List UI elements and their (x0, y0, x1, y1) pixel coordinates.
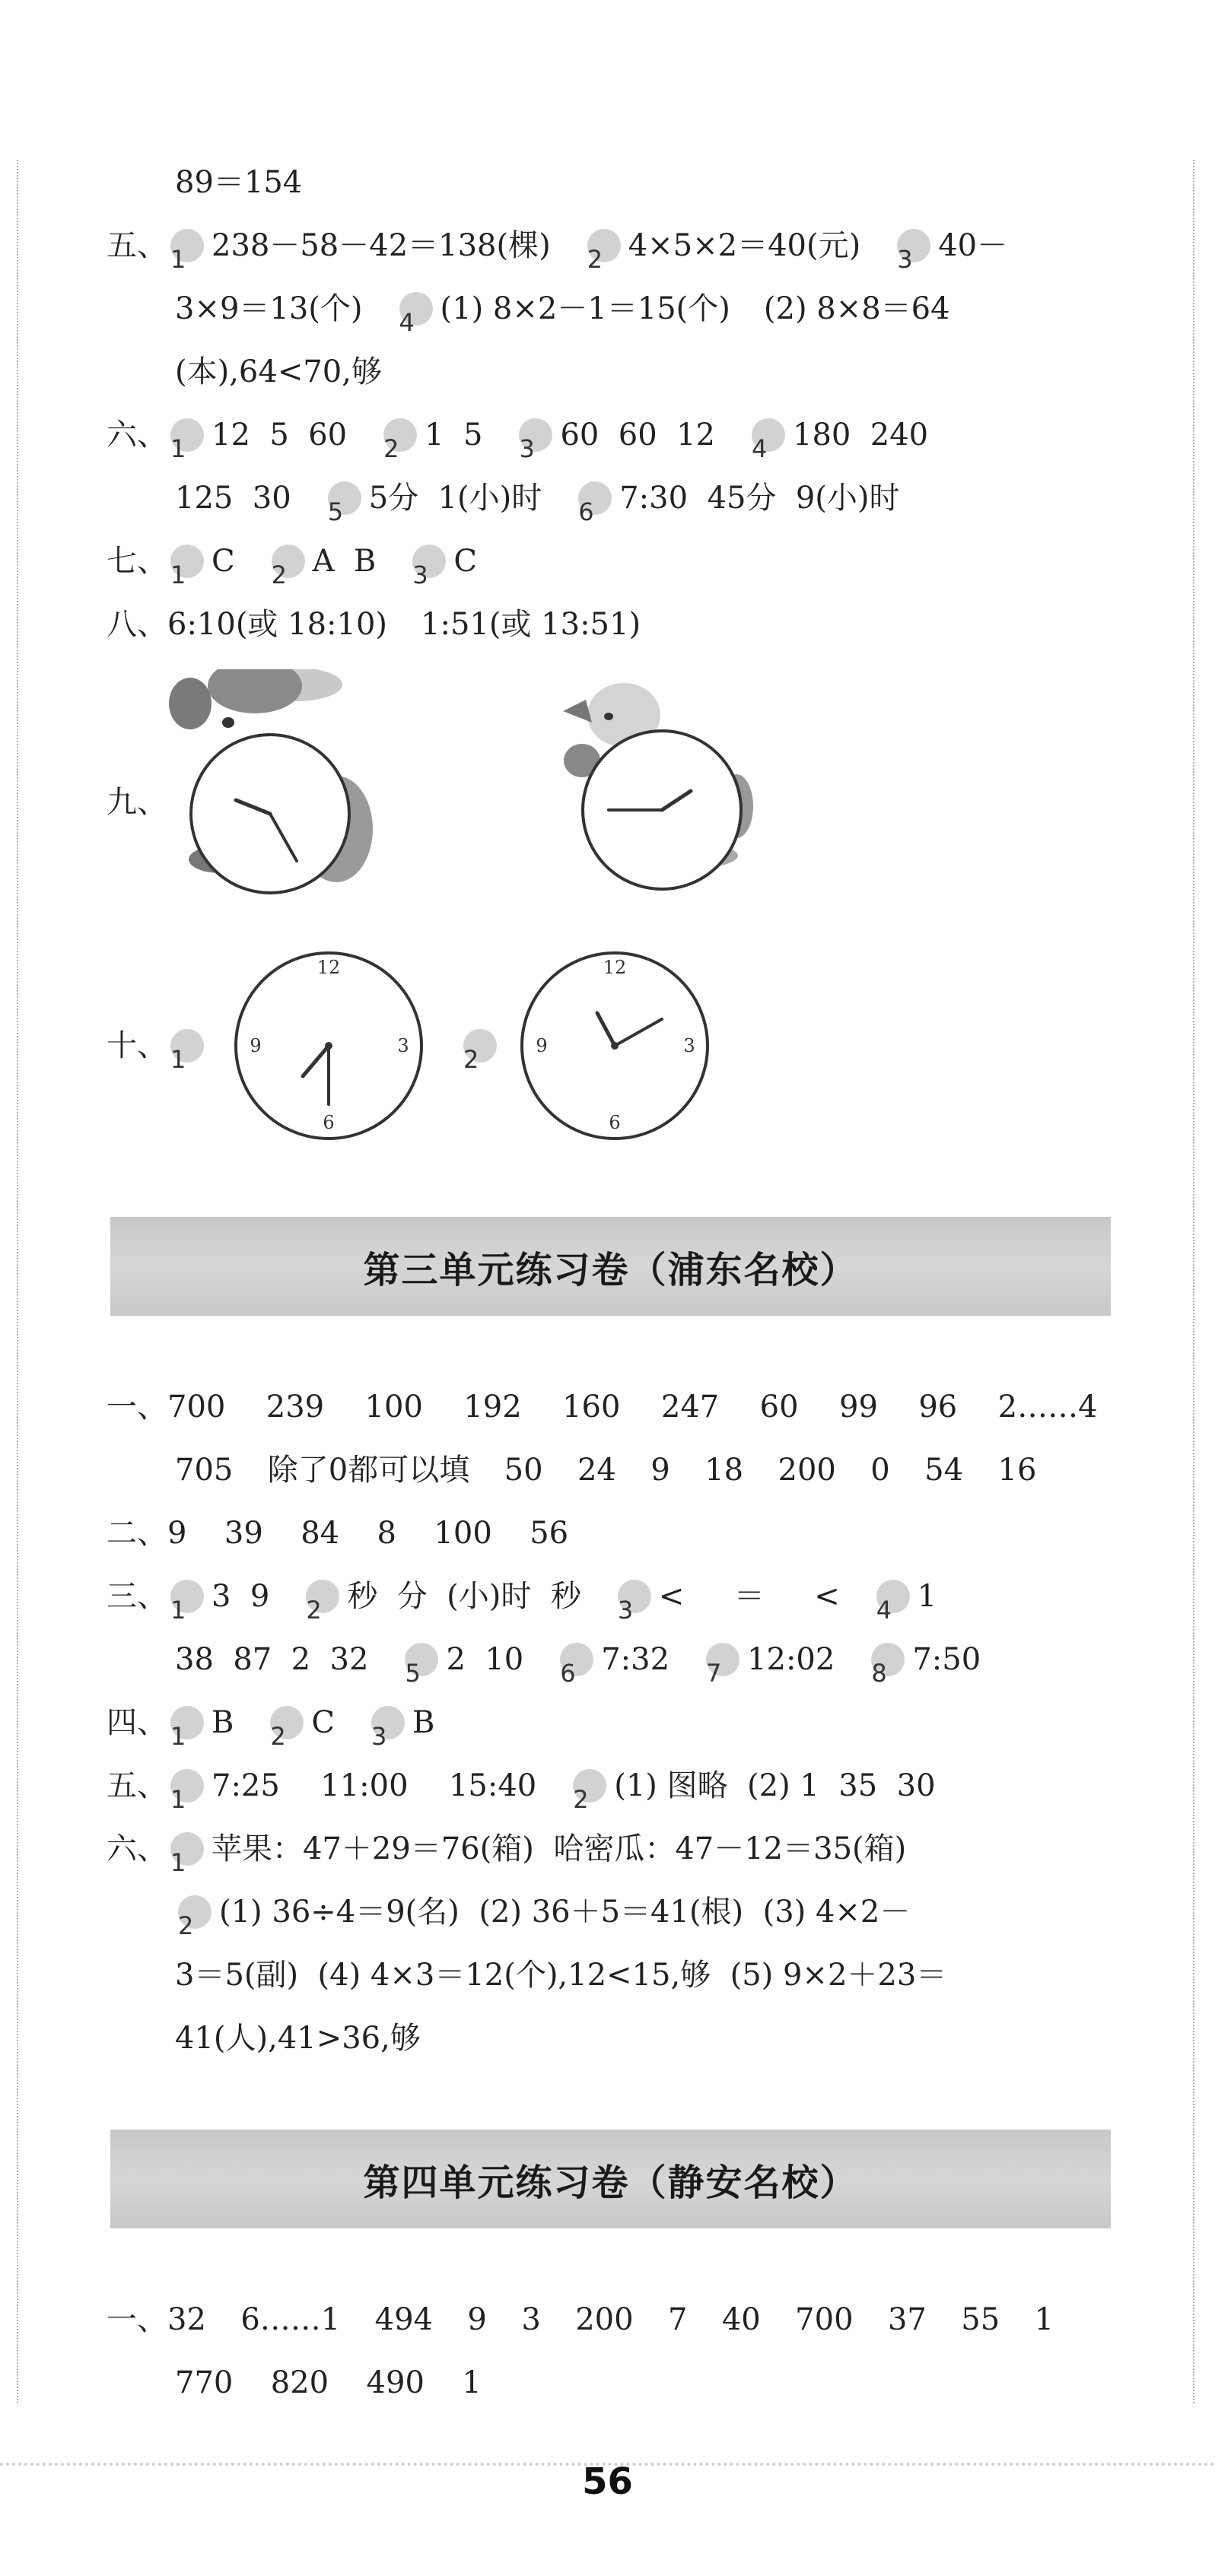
answer-line-si (107, 1692, 1111, 1753)
answer-text: 12 5 60 (212, 418, 348, 453)
item-number-badge: 1 (170, 545, 204, 578)
answer-text: 7:25 11:00 15:40 (212, 1768, 537, 1803)
answer-line-qi (107, 531, 1111, 592)
answer-line (175, 468, 1179, 529)
clock-numeral-6: 6 (609, 1112, 621, 1133)
answer-text: 7:50 (912, 1642, 981, 1677)
answer-text: (2) 8×8＝64 (763, 291, 950, 326)
answer-line-liu-2 (107, 1818, 1111, 1879)
item-number-badge: 2 (573, 1769, 606, 1803)
item-number-badge: 3 (519, 418, 552, 452)
question-label: 七、 (107, 544, 167, 579)
answer-line-er (107, 1503, 1111, 1564)
answer-text: 2 10 (446, 1642, 524, 1677)
answer-line (175, 1945, 1179, 2006)
question-label: 三、 (107, 1579, 167, 1614)
clock-numeral-6: 6 (323, 1112, 335, 1133)
question-label: 九、 (107, 785, 167, 820)
answer-text: 1 5 (425, 418, 483, 453)
question-label: 五、 (107, 1768, 167, 1803)
answer-text: (1) 图略 (2) 1 35 30 (614, 1768, 936, 1803)
question-label: 一、 (107, 1390, 167, 1425)
question-label: 十、 (107, 1028, 167, 1063)
question-label: 二、 (107, 1516, 167, 1551)
item-number-badge: 2 (178, 1895, 212, 1929)
page-number: 56 (582, 2460, 633, 2503)
answer-text: 7:32 (601, 1642, 670, 1677)
item-number-badge: 3 (897, 229, 930, 262)
answer-text: 9 39 84 8 100 56 (167, 1516, 569, 1551)
answer-line-wu-2 (107, 1755, 1111, 1816)
answer-text: 238－58－42＝138(棵) (212, 228, 551, 263)
answer-text: (1) 36÷4＝9(名) (2) 36＋5＝41(根) (3) 4×2－ (219, 1895, 911, 1930)
answer-line-ba (107, 594, 1111, 655)
answer-text: B (412, 1705, 435, 1740)
answer-text: 705 除了0都可以填 50 24 9 18 200 0 54 16 (175, 1453, 1037, 1488)
answer-text: B (212, 1705, 234, 1740)
answer-line-liu (107, 405, 1111, 465)
item-number-badge: 4 (876, 1580, 910, 1613)
clock-numeral-12: 12 (316, 957, 341, 978)
clock-face-numbered (236, 953, 421, 1139)
item-number-badge: 2 (587, 229, 621, 262)
answer-text: C (311, 1705, 336, 1740)
answer-text: 4×5×2＝40(元) (628, 228, 861, 263)
section-title-unit-4: 第四单元练习卷（静安名校） (110, 2130, 1111, 2228)
item-number-badge: 2 (272, 545, 305, 578)
clock-illustrations (0, 669, 1215, 1156)
clock-numeral-3: 3 (683, 1035, 695, 1056)
item-number-badge: 6 (578, 481, 612, 515)
answer-text: A B (312, 544, 377, 579)
item-number-badge: 3 (618, 1580, 651, 1613)
section-title-unit-3: 第三单元练习卷（浦东名校） (110, 1217, 1111, 1316)
answer-line (175, 341, 1179, 402)
answer-text: 38 87 2 32 (175, 1642, 369, 1677)
answer-text: (本),64<70,够 (175, 354, 382, 389)
answer-line (175, 2008, 1179, 2069)
answer-text: 7:30 45分 9(小)时 (619, 481, 900, 516)
answer-text: C (453, 544, 477, 579)
clock-numeral-3: 3 (397, 1035, 409, 1056)
answer-line-yi (107, 1377, 1111, 1437)
answer-text: 89＝154 (175, 165, 303, 200)
answer-line-wu (107, 215, 1111, 276)
clock-face-numbered (522, 953, 708, 1139)
answer-text: 3×9＝13(个) (175, 291, 363, 326)
answer-text: 5分 1(小)时 (368, 481, 542, 516)
item-number-badge: 3 (412, 545, 446, 578)
right-margin-rule (1193, 160, 1194, 2403)
answer-text: (1) 8×2－1＝15(个) (440, 291, 730, 326)
clock-face (583, 731, 741, 889)
answer-text: 770 820 490 1 (175, 2365, 482, 2400)
answer-text: 3＝5(副) (4) 4×3＝12(个),12<15,够 (5) 9×2＋23＝ (175, 1958, 947, 1993)
answer-text: C (212, 544, 235, 579)
item-number-badge: 1 (170, 1029, 204, 1062)
item-number-badge: 8 (871, 1643, 905, 1676)
clock-numeral-9: 9 (250, 1035, 262, 1056)
item-number-badge: 2 (383, 418, 417, 452)
answer-text: 12:02 (747, 1642, 835, 1677)
item-number-badge: 1 (170, 229, 204, 262)
question-label: 一、 (107, 2302, 167, 2337)
answer-text: 1 (917, 1579, 937, 1614)
answer-text: 3 9 (212, 1579, 270, 1614)
left-margin-rule (17, 160, 18, 2403)
item-number-badge: 4 (399, 292, 433, 326)
item-number-badge: 4 (752, 418, 785, 452)
answer-text: 6:10(或 18:10) (167, 607, 388, 642)
answer-text: 40－ (938, 228, 1008, 263)
answer-text: 60 60 12 (560, 418, 715, 453)
item-number-badge: 5 (328, 481, 361, 515)
item-number-badge: 1 (170, 418, 204, 452)
answer-line (175, 1882, 1179, 1942)
question-label: 六、 (107, 418, 167, 453)
answer-text: 125 30 (175, 481, 291, 516)
answer-text: 1:51(或 13:51) (421, 607, 641, 642)
item-number-badge: 1 (170, 1706, 204, 1739)
item-number-badge: 7 (706, 1643, 739, 1676)
item-number-badge: 6 (560, 1643, 593, 1676)
answer-line-yi-2 (107, 2289, 1111, 2350)
question-label: 五、 (107, 228, 167, 263)
answer-text: 32 6……1 494 9 3 200 7 40 700 37 55 1 (167, 2302, 1054, 2337)
answer-line (175, 1440, 1179, 1501)
answer-line (175, 278, 1179, 339)
answer-text: 180 240 (793, 418, 929, 453)
item-number-badge: 3 (371, 1706, 405, 1739)
item-number-badge: 2 (270, 1706, 304, 1739)
question-label: 六、 (107, 1831, 167, 1866)
answer-text: 苹果：47＋29＝76(箱) 哈密瓜：47－12＝35(箱) (212, 1831, 907, 1866)
item-number-badge: 1 (170, 1832, 204, 1866)
item-number-badge: 1 (170, 1580, 204, 1613)
clock-face (191, 735, 349, 893)
answer-text: < ＝ < (658, 1579, 840, 1614)
answer-text: 700 239 100 192 160 247 60 99 96 2……4 (167, 1390, 1098, 1425)
answer-text: 秒 分 (小)时 秒 (347, 1579, 581, 1614)
item-number-badge: 2 (463, 1029, 497, 1062)
answer-line (175, 2352, 1179, 2413)
answer-line (175, 1629, 1179, 1690)
item-number-badge: 1 (170, 1769, 204, 1803)
answer-line-san (107, 1566, 1111, 1627)
clock-numeral-12: 12 (603, 957, 627, 978)
item-number-badge: 5 (405, 1643, 438, 1676)
item-number-badge: 2 (306, 1580, 339, 1613)
answer-text: 41(人),41>36,够 (175, 2021, 421, 2056)
question-label: 四、 (107, 1705, 167, 1740)
question-label: 八、 (107, 607, 167, 642)
answer-line (175, 152, 1179, 213)
clock-numeral-9: 9 (536, 1035, 548, 1056)
